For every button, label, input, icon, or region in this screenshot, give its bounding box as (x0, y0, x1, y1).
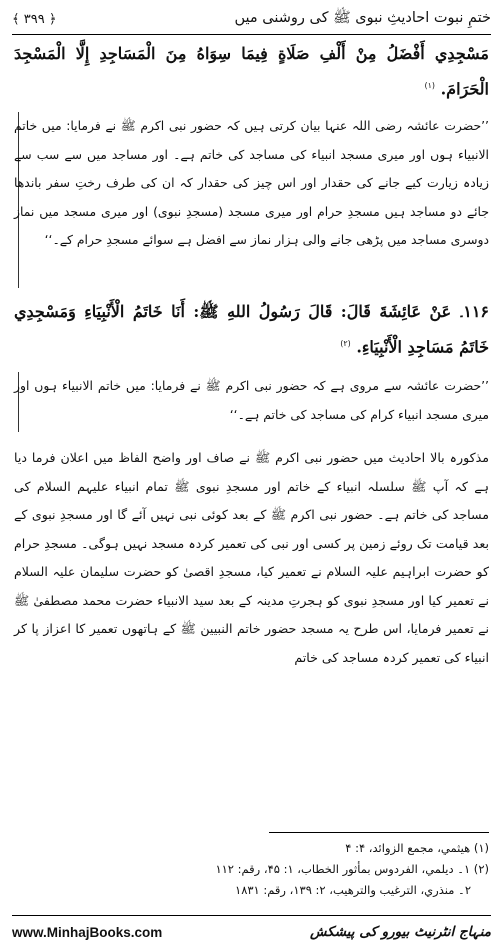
hadith-2-translation: ’’حضرت عائشہ سے مروی ہے کہ حضور نبی اکرم ﷺ نے فرمایا: میں خاتم الانبیاء ہوں اور میری مسجد انبیاء کرام کی مساجد کی خاتم ہے۔‘‘ (14, 378, 489, 422)
hadith-1-arabic: مَسْجِدِي أَفْضَلُ مِنْ أَلْفِ صَلَاةٍ فِيمَا سِوَاهُ مِنَ الْمَسَاجِدِ إِلَّا الْمَسْجِدَ الْحَرَامَ. (14, 44, 489, 99)
commentary-paragraph: مذکورہ بالا احادیث میں حضور نبی اکرم ﷺ نے صاف اور واضح الفاظ میں اعلان فرما دیا ہے کہ آپ ﷺ سلسلہ انبیاء کے خاتم اور مسجدِ نبوی ﷺ تمام انبیاء علیہم السلام کی مساجد کی خاتم ہے۔ حضور نبی اکرم ﷺ کے بعد کوئی نبی نہیں آئے گا اور مسجدِ نبوی کے بعد قیامت تک روئے زمین پر کسی اور نبی کی تعمیر کردہ مسجد نہیں ہوگی۔ مسجدِ حرام کو حضرت ابراہیم علیہ السلام نے تعمیر کیا، مسجدِ اقصیٰ کو حضرت سلیمان علیہ السلام نے تعمیر کیا اور مسجدِ نبوی کو ہجرتِ مدینہ کے بعد سید الانبیاء حضرت محمد مصطفیٰ ﷺ نے تعمیر فرمایا، اس طرح یہ مسجد حضور خاتم النبیین ﷺ کے ہاتھوں تعمیر کا اعزاز پا کر انبیاء کی تعمیر کردہ مساجد کی خاتم (14, 450, 489, 665)
footnote-ref-2[interactable]: (۲) (340, 339, 351, 348)
page-header (12, 6, 491, 32)
header-rule (12, 34, 491, 35)
hadith-2-arabic: عَنْ عَائِشَةَ قَالَ: قَالَ رَسُولُ اللهِ ﷺ: أَنَا خَاتَمُ الْأَنْبِيَاءِ وَمَسْجِدِي خَاتَمُ مَسَاجِدِ الْأَنْبِيَاءِ. (14, 302, 489, 357)
page-footer (12, 919, 491, 945)
website-link[interactable]: www.MinhajBooks.com (12, 924, 163, 940)
footnote-1: (۱) هيثمي، مجمع الزوائد، ۴: ۴ (345, 841, 489, 855)
footnote-2: (۲) ۱۔ ديلمي، الفردوس بمأثور الخطاب، ۱: ۴۵، رقم: ۱۱۲ (215, 862, 489, 876)
page-number: ﴿ ۳۹۹ ﴾ (12, 11, 57, 27)
presented-by-text: منہاج انٹرنیٹ بیورو کی پیشکش (309, 924, 491, 940)
footnotes (14, 838, 489, 901)
hadith-1-arabic-block (14, 38, 489, 105)
hadith-2-number: ۱۱۶۔ (459, 302, 489, 321)
footnote-2b: ۲۔ منذري، الترغيب والترهيب، ۲: ۱۳۹، رقم: ۱۸۳۱ (235, 883, 471, 897)
book-title: ختمِ نبوت احادیثِ نبوی ﷺ کی روشنی میں (234, 9, 491, 26)
footer-rule (12, 915, 491, 916)
footnote-ref-1[interactable]: (۱) (424, 81, 436, 90)
footnote-separator (269, 832, 489, 833)
hadith-1-translation: ’’حضرت عائشہ رضی اللہ عنہا بیان کرتی ہیں کہ حضور نبی اکرم ﷺ نے فرمایا: میں خاتم الانبیاء ہوں اور میری مسجد انبیاء کی مساجد کی خاتم ہے۔ اور مساجد میں سے سب سے زیادہ زیارت کیے جانے کی حقدار اور اس چیز کی حقدار کہ ان کی طرف رختِ سفر باندھا جائے دو مساجد ہیں مسجدِ حرام اور میری مسجد (مسجدِ نبوی) اور میری مسجد میں نماز دوسری مساجد میں پڑھی جانے والی ہزار نماز سے افضل ہے سوائے مسجدِ حرام کے۔‘‘ (14, 118, 489, 247)
hadith-2-arabic-block (14, 296, 489, 363)
